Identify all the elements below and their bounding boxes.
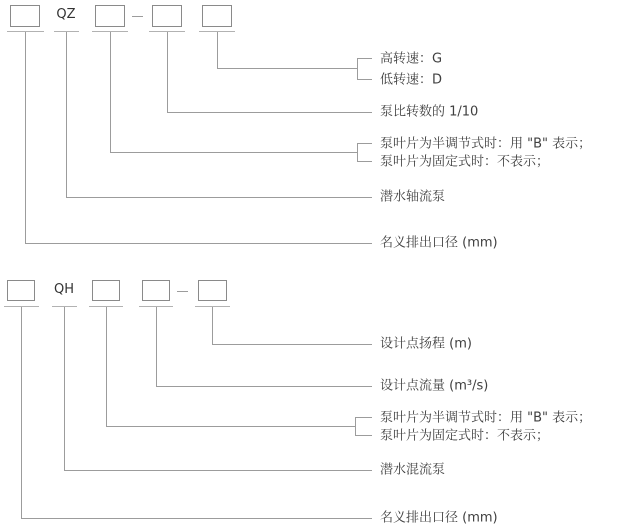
qz-field-box-diameter xyxy=(10,5,40,27)
qh-vline-code xyxy=(64,307,65,470)
qh-label-design-flow: 设计点流量 (m³/s) xyxy=(380,378,489,394)
qz-vline-diameter xyxy=(25,32,26,243)
qh-hline-flow xyxy=(156,386,372,387)
qz-dash-separator xyxy=(132,16,143,17)
qh-field-box-head xyxy=(198,280,227,301)
qz-field-box-speed-grade xyxy=(202,5,232,27)
qz-label-blade-fixed: 泵叶片为固定式时：不表示； xyxy=(380,154,550,170)
qz-label-outlet-diameter: 名义排出口径 (mm) xyxy=(380,235,498,251)
qh-field-box-blade xyxy=(92,280,120,301)
qh-bracket-blade-bottom-stub xyxy=(355,435,372,436)
qz-bracket-blade-bottom-stub xyxy=(357,161,372,162)
qh-hline-pump-type xyxy=(64,470,372,471)
qz-bracket-blade-top-stub xyxy=(357,143,372,144)
qz-label-specific-speed: 泵比转数的 1/10 xyxy=(380,104,479,120)
qz-field-box-specific-speed xyxy=(152,5,182,27)
qz-label-pump-type: 潜水轴流泵 xyxy=(380,189,446,205)
qz-bracket-speed-bottom-stub xyxy=(357,79,372,80)
qz-vline-specific-speed xyxy=(167,32,168,112)
qz-hline-outlet xyxy=(25,243,372,244)
qz-bracket-speed-vertical xyxy=(357,58,358,80)
qz-vline-speed-grade xyxy=(217,32,218,68)
qh-bracket-blade-vertical xyxy=(355,417,356,436)
qz-code-text: QZ xyxy=(56,7,76,22)
qh-label-blade-fixed: 泵叶片为固定式时：不表示； xyxy=(380,428,550,444)
qh-hline-outlet xyxy=(21,518,372,519)
qh-field-box-flow xyxy=(142,280,170,301)
qh-label-blade-semi: 泵叶片为半调节式时：用 "B" 表示； xyxy=(380,410,592,426)
qh-dash-separator xyxy=(177,291,188,292)
qz-vline-code xyxy=(66,32,67,197)
qh-label-pump-type: 潜水混流泵 xyxy=(380,462,446,478)
qh-label-outlet-diameter: 名义排出口径 (mm) xyxy=(380,510,498,526)
qz-vline-blade xyxy=(110,32,111,152)
qz-hline-blade xyxy=(110,152,357,153)
qz-hline-speed-grade xyxy=(217,68,357,69)
qh-hline-head xyxy=(212,344,372,345)
qz-bracket-speed-top-stub xyxy=(357,58,372,59)
qz-hline-specific-speed xyxy=(167,112,372,113)
qz-label-low-speed: 低转速：D xyxy=(380,72,443,88)
qh-vline-diameter xyxy=(21,307,22,518)
qz-field-box-blade xyxy=(95,5,125,27)
qh-code-text: QH xyxy=(53,282,74,297)
qz-label-blade-semi: 泵叶片为半调节式时：用 "B" 表示； xyxy=(380,136,592,152)
qz-hline-pump-type xyxy=(66,197,372,198)
qh-vline-flow xyxy=(156,307,157,386)
qh-bracket-blade-top-stub xyxy=(355,417,372,418)
qh-hline-blade xyxy=(106,426,355,427)
qh-field-box-diameter xyxy=(7,280,35,301)
qh-label-design-head: 设计点扬程 (m) xyxy=(380,336,472,352)
qh-vline-head xyxy=(212,307,213,344)
qz-label-high-speed: 高转速：G xyxy=(380,51,443,67)
qh-vline-blade xyxy=(106,307,107,426)
qz-bracket-blade-vertical xyxy=(357,143,358,162)
